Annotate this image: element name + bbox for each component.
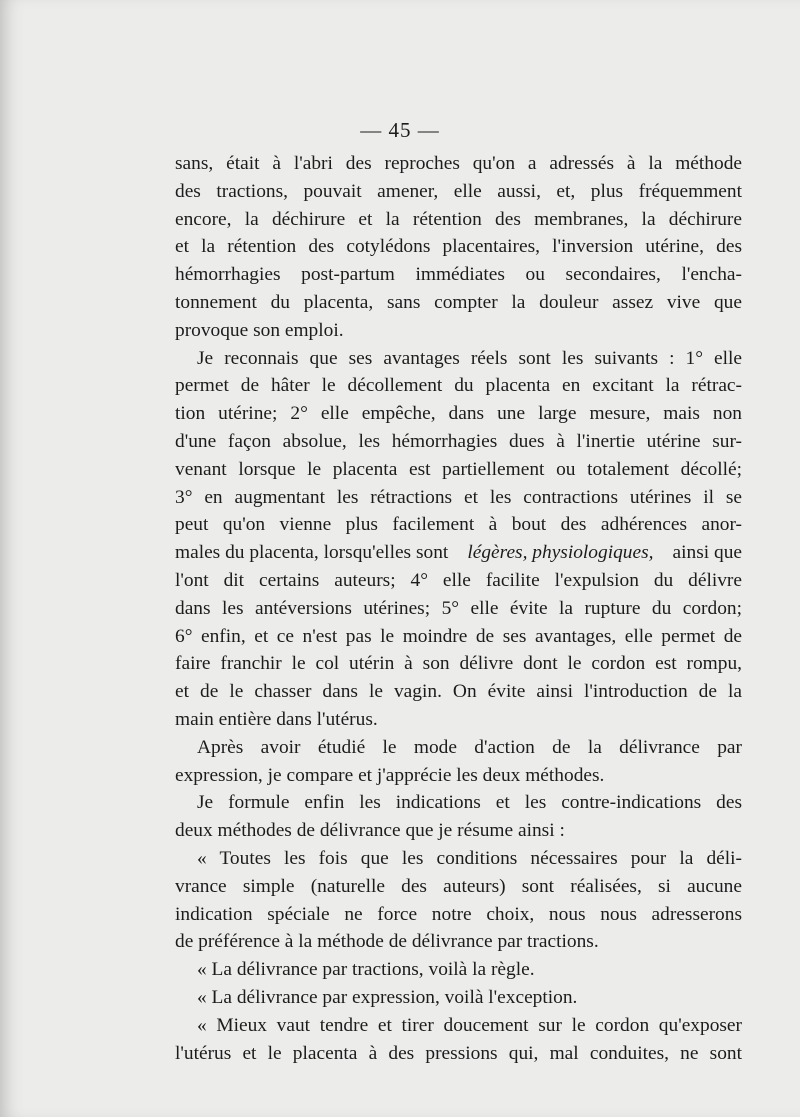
- paragraph: [175, 345, 742, 734]
- text-line: et la rétention des cotylédons placentaires, l'inversion utérine, des: [175, 236, 742, 258]
- paragraph: [175, 734, 742, 790]
- text-line: faire franchir le col utérin à son délivre dont le cordon est rompu,: [175, 653, 742, 675]
- text-line: tonnement du placenta, sans compter la douleur assez vive que: [175, 291, 742, 313]
- italic-text: légères, physiologiques,: [467, 542, 654, 564]
- text-line: « Mieux vaut tendre et tirer doucement sur le cordon qu'exposer: [197, 1014, 742, 1036]
- text-line: 3° en augmentant les rétractions et les contractions utérines il se: [175, 486, 742, 508]
- text-line: et de le chasser dans le vagin. On évite ainsi l'introduction de la: [175, 681, 742, 703]
- paragraph: [175, 1012, 742, 1068]
- paragraph: [175, 150, 742, 345]
- text-line: deux méthodes de délivrance que je résume ainsi :: [175, 820, 565, 842]
- text-line: [175, 539, 742, 567]
- text-line: peut qu'on vienne plus facilement à bout des adhérences anor-: [175, 514, 742, 536]
- text-line: venant lorsque le placenta est partiellement ou totalement décollé;: [175, 458, 742, 480]
- paragraph: [175, 956, 742, 984]
- text-line: main entière dans l'utérus.: [175, 708, 378, 730]
- text-line: l'ont dit certains auteurs; 4° elle facilite l'expulsion du délivre: [175, 569, 742, 591]
- paragraph: [175, 789, 742, 845]
- text-line: encore, la déchirure et la rétention des membranes, la déchirure: [175, 208, 742, 230]
- text-segment: males du placenta, lorsqu'elles sont: [175, 542, 449, 564]
- text-line: « La délivrance par tractions, voilà la règle.: [197, 959, 535, 981]
- text-segment: ainsi que: [672, 542, 742, 564]
- text-line: tion utérine; 2° elle empêche, dans une large mesure, mais non: [175, 403, 742, 425]
- text-line: Je formule enfin les indications et les contre-indications des: [197, 792, 742, 814]
- text-line: permet de hâter le décollement du placenta en excitant la rétrac-: [175, 375, 742, 397]
- text-line: des tractions, pouvait amener, elle aussi, et, plus fréquemment: [175, 180, 742, 202]
- text-line: d'une façon absolue, les hémorrhagies dues à l'inertie utérine sur-: [175, 430, 742, 452]
- page-number: — 45 —: [360, 118, 440, 142]
- body-text: [175, 150, 742, 1067]
- text-line: de préférence à la méthode de délivrance par tractions.: [175, 931, 599, 953]
- text-line: Après avoir étudié le mode d'action de la délivrance par: [197, 736, 742, 758]
- text-line: dans les antéversions utérines; 5° elle évite la rupture du cordon;: [175, 597, 742, 619]
- paragraph: [175, 984, 742, 1012]
- text-line: hémorrhagies post-partum immédiates ou secondaires, l'encha-: [175, 264, 742, 286]
- text-line: « Toutes les fois que les conditions nécessaires pour la déli-: [197, 847, 742, 869]
- paragraph: [175, 845, 742, 956]
- text-line: indication spéciale ne force notre choix, nous nous adresserons: [175, 903, 742, 925]
- text-line: 6° enfin, et ce n'est pas le moindre de ses avantages, elle permet de: [175, 625, 742, 647]
- text-line: expression, je compare et j'apprécie les deux méthodes.: [175, 764, 605, 786]
- text-line: provoque son emploi.: [175, 319, 344, 341]
- text-line: « La délivrance par expression, voilà l'exception.: [197, 986, 578, 1008]
- text-line: Je reconnais que ses avantages réels sont les suivants : 1° elle: [197, 347, 742, 369]
- text-line: sans, était à l'abri des reproches qu'on a adressés à la méthode: [175, 153, 742, 174]
- text-line: l'utérus et le placenta à des pressions qui, mal conduites, ne sont: [175, 1042, 742, 1064]
- text-line: vrance simple (naturelle des auteurs) sont réalisées, si aucune: [175, 875, 742, 897]
